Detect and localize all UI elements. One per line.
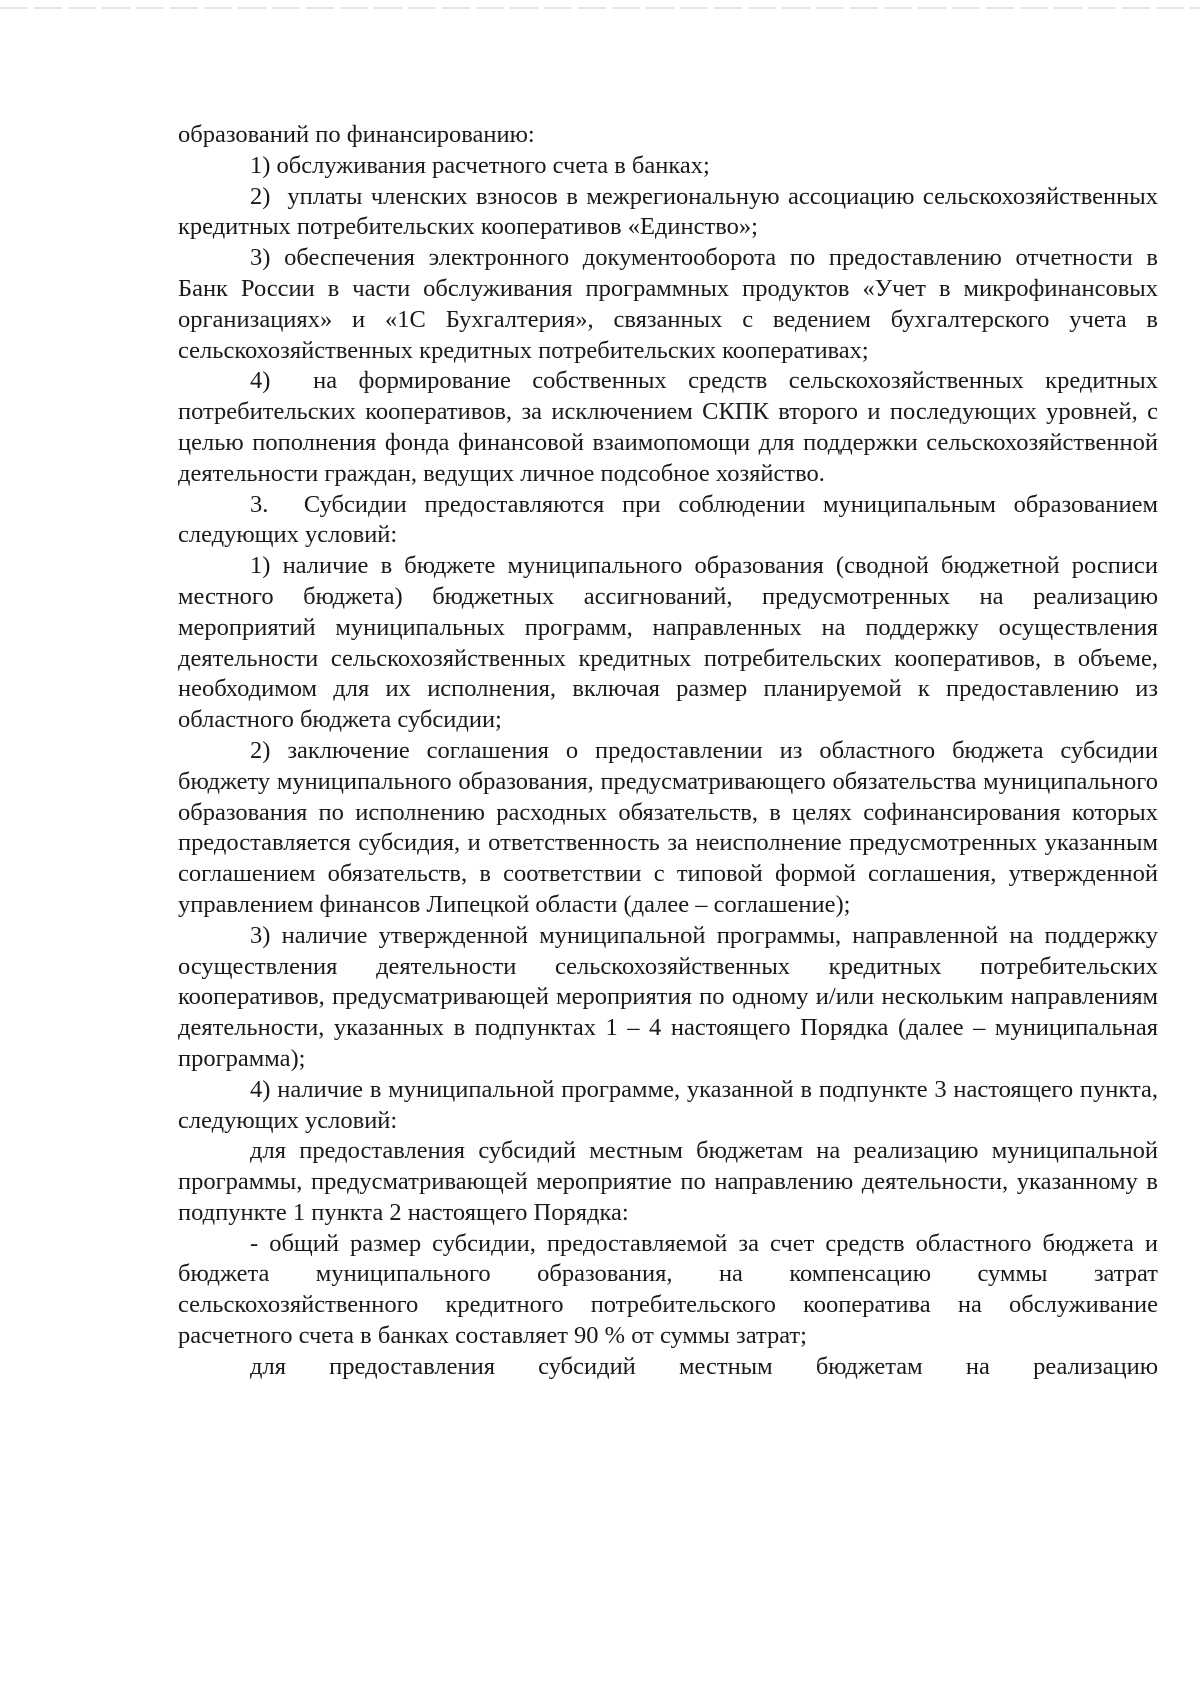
paragraph: 4) на формирование собственных средств сельскохозяйственных кредитных потребительских кооперативов, за исключением СКПК второго и последующих уровней, с целью пополнения фонда финансовой взаимопомощи для поддержки сельскохозяйственной деятельности граждан, ведущих личное подсобное хозяйство. (178, 367, 1158, 487)
paragraph: 3. Субсидии предоставляются при соблюдении муниципальным образованием следующих условий: (178, 490, 1158, 549)
scan-edge-artifact (0, 7, 1200, 9)
document-body (178, 120, 1158, 1383)
paragraph: образований по финансированию: (178, 121, 535, 148)
paragraph: для предоставления субсидий местным бюджетам на реализацию муниципальной программы, предусматривающей мероприятие по направлению деятельности, указанному в подпункте 1 пункта 2 настоящего Порядка: (178, 1137, 1158, 1226)
paragraph: 2) уплаты членских взносов в межрегиональную ассоциацию сельскохозяйственных кредитных потребительских кооперативов «Единство»; (178, 182, 1158, 241)
paragraph: 1) обслуживания расчетного счета в банках; (250, 151, 710, 179)
paragraph: 1) наличие в бюджете муниципального образования (сводной бюджетной росписи местного бюджета) бюджетных ассигнований, предусмотренных на реализацию мероприятий муниципальных программ, направленных на поддержку осуществления деятельности сельскохозяйственных кредитных потребительских кооперативов, в объеме, необходимом для их исполнения, включая размер планируемой к предоставлению из областного бюджета субсидии; (178, 552, 1158, 734)
paragraph: - общий размер субсидии, предоставляемой за счет средств областного бюджета и бюджета муниципального образования, на компенсацию суммы затрат сельскохозяйственного кредитного потребительского кооператива на обслуживание расчетного счета в банках составляет 90 % от суммы затрат; (178, 1229, 1158, 1350)
paragraph: 4) наличие в муниципальной программе, указанной в подпункте 3 настоящего пункта, следующих условий: (178, 1075, 1158, 1134)
paragraph: для предоставления субсидий местным бюджетам на реализацию (250, 1352, 1158, 1380)
paragraph: 3) наличие утвержденной муниципальной программы, направленной на поддержку осуществления деятельности сельскохозяйственных кредитных потребительских кооперативов, предусматривающей мероприятия по одному и/или нескольким направлениям деятельности, указанных в подпунктах 1 – 4 настоящего Порядка (далее – муниципальная программа); (178, 921, 1158, 1072)
paragraph: 3) обеспечения электронного документооборота по предоставлению отчетности в Банк России в части обслуживания программных продуктов «Учет в микрофинансовых организациях» и «1С Бухгалтерия», связанных с ведением бухгалтерского учета в сельскохозяйственных кредитных потребительских кооперативах; (178, 244, 1158, 364)
paragraph: 2) заключение соглашения о предоставлении из областного бюджета субсидии бюджету муниципального образования, предусматривающего обязательства муниципального образования по исполнению расходных обязательств, в целях софинансирования которых предоставляется субсидия, и ответственность за неисполнение предусмотренных указанным соглашением обязательств, в соответствии с типовой формой соглашения, утвержденной управлением финансов Липецкой области (далее – соглашение); (178, 736, 1158, 918)
